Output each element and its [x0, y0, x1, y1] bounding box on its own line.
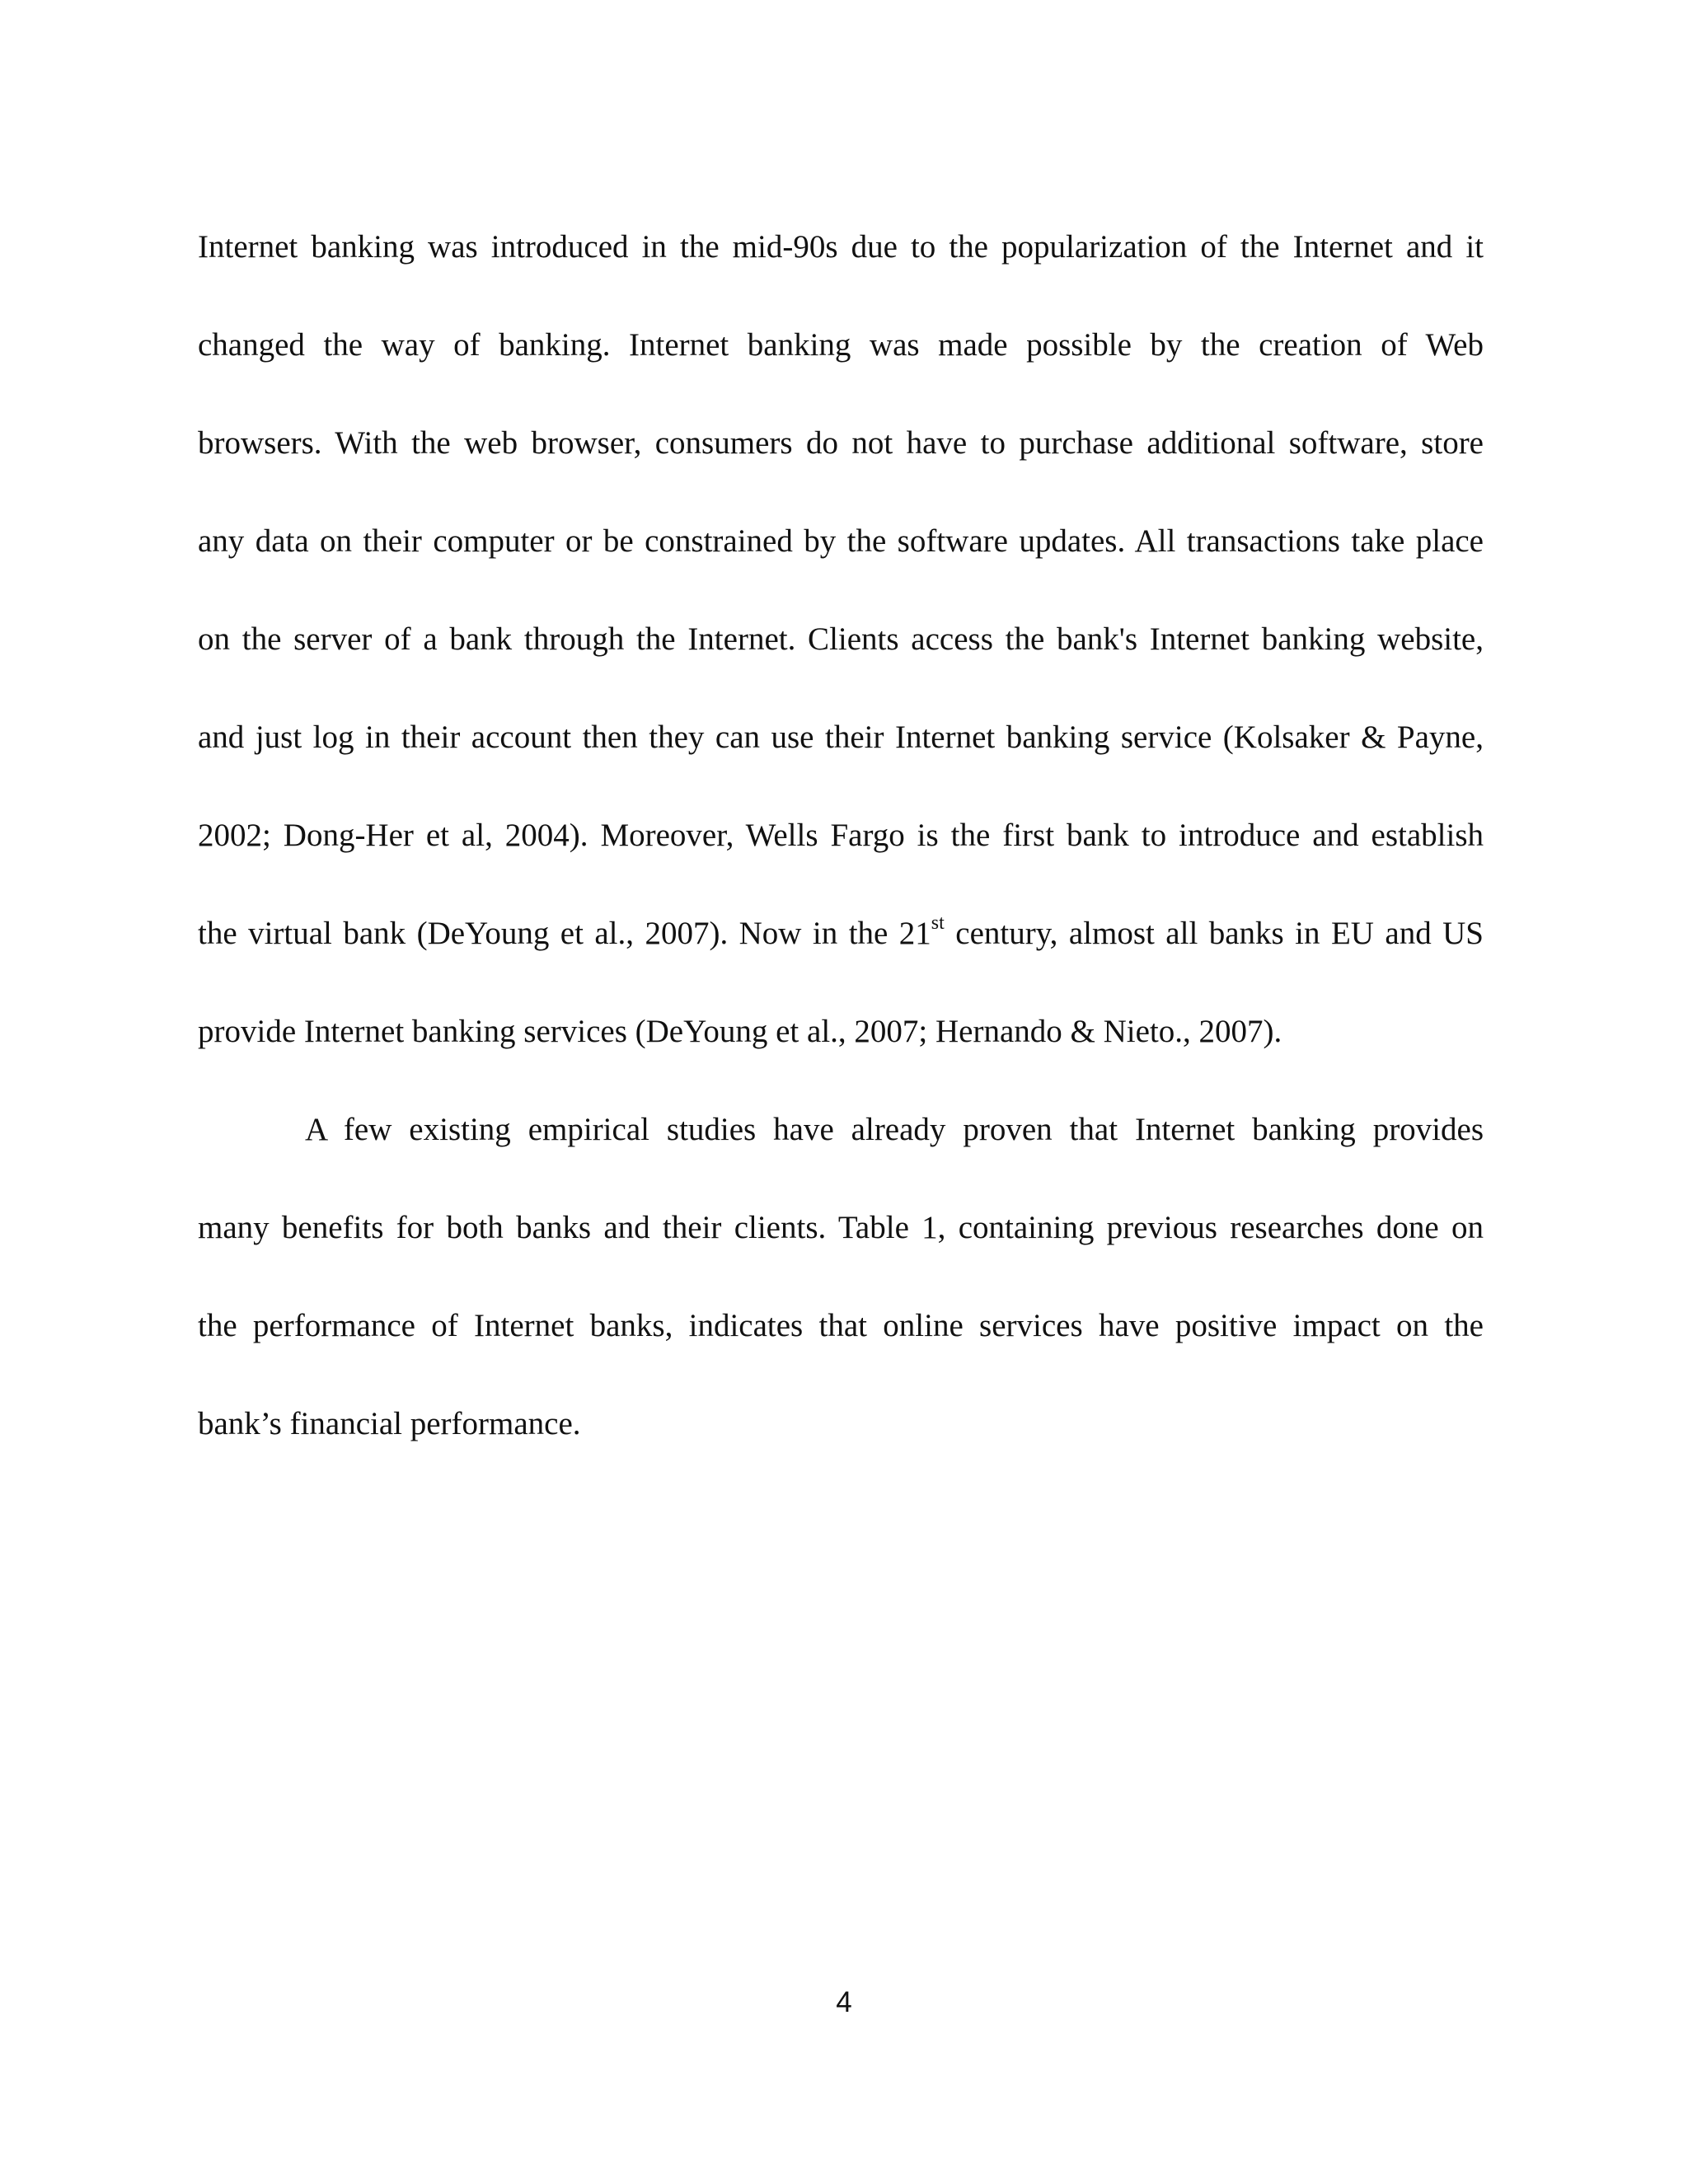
- paragraph-1-line-1: Internet banking was introduced in the mid-90s due to the popularization of the Internet and it: [198, 229, 1484, 265]
- line-8-text-after: century, almost all banks in EU and US: [944, 916, 1484, 951]
- paragraph-2-line-3: the performance of Internet banks, indicates that online services have positive impact on the: [198, 1308, 1484, 1343]
- paragraph-1-line-7: 2002; Dong-Her et al, 2004). Moreover, Wells Fargo is the first bank to introduce and establish: [198, 818, 1484, 853]
- line-8-text-before: the virtual bank (DeYoung et al., 2007). Now in the 21: [198, 916, 931, 951]
- paragraph-1-line-6: and just log in their account then they can use their Internet banking service (Kolsaker & Payne,: [198, 719, 1484, 755]
- paragraph-1-line-3: browsers. With the web browser, consumers do not have to purchase additional software, store: [198, 425, 1484, 461]
- paragraph-2-line-2: many benefits for both banks and their clients. Table 1, containing previous researches done on: [198, 1210, 1484, 1245]
- paragraph-2-line-1: A few existing empirical studies have already proven that Internet banking provides: [305, 1112, 1484, 1147]
- paragraph-1-line-5: on the server of a bank through the Internet. Clients access the bank's Internet banking website,: [198, 621, 1484, 657]
- paragraph-1-line-8: [198, 913, 1484, 954]
- ordinal-superscript: st: [931, 912, 945, 934]
- paragraph-1-line-9: provide Internet banking services (DeYoung et al., 2007; Hernando & Nieto., 2007).: [198, 1014, 1282, 1049]
- page-number: 4: [836, 1986, 852, 2018]
- paragraph-2-line-4: bank’s financial performance.: [198, 1406, 581, 1441]
- paragraph-1-line-2: changed the way of banking. Internet banking was made possible by the creation of Web: [198, 327, 1484, 363]
- paragraph-1-line-4: any data on their computer or be constrained by the software updates. All transactions take place: [198, 523, 1484, 559]
